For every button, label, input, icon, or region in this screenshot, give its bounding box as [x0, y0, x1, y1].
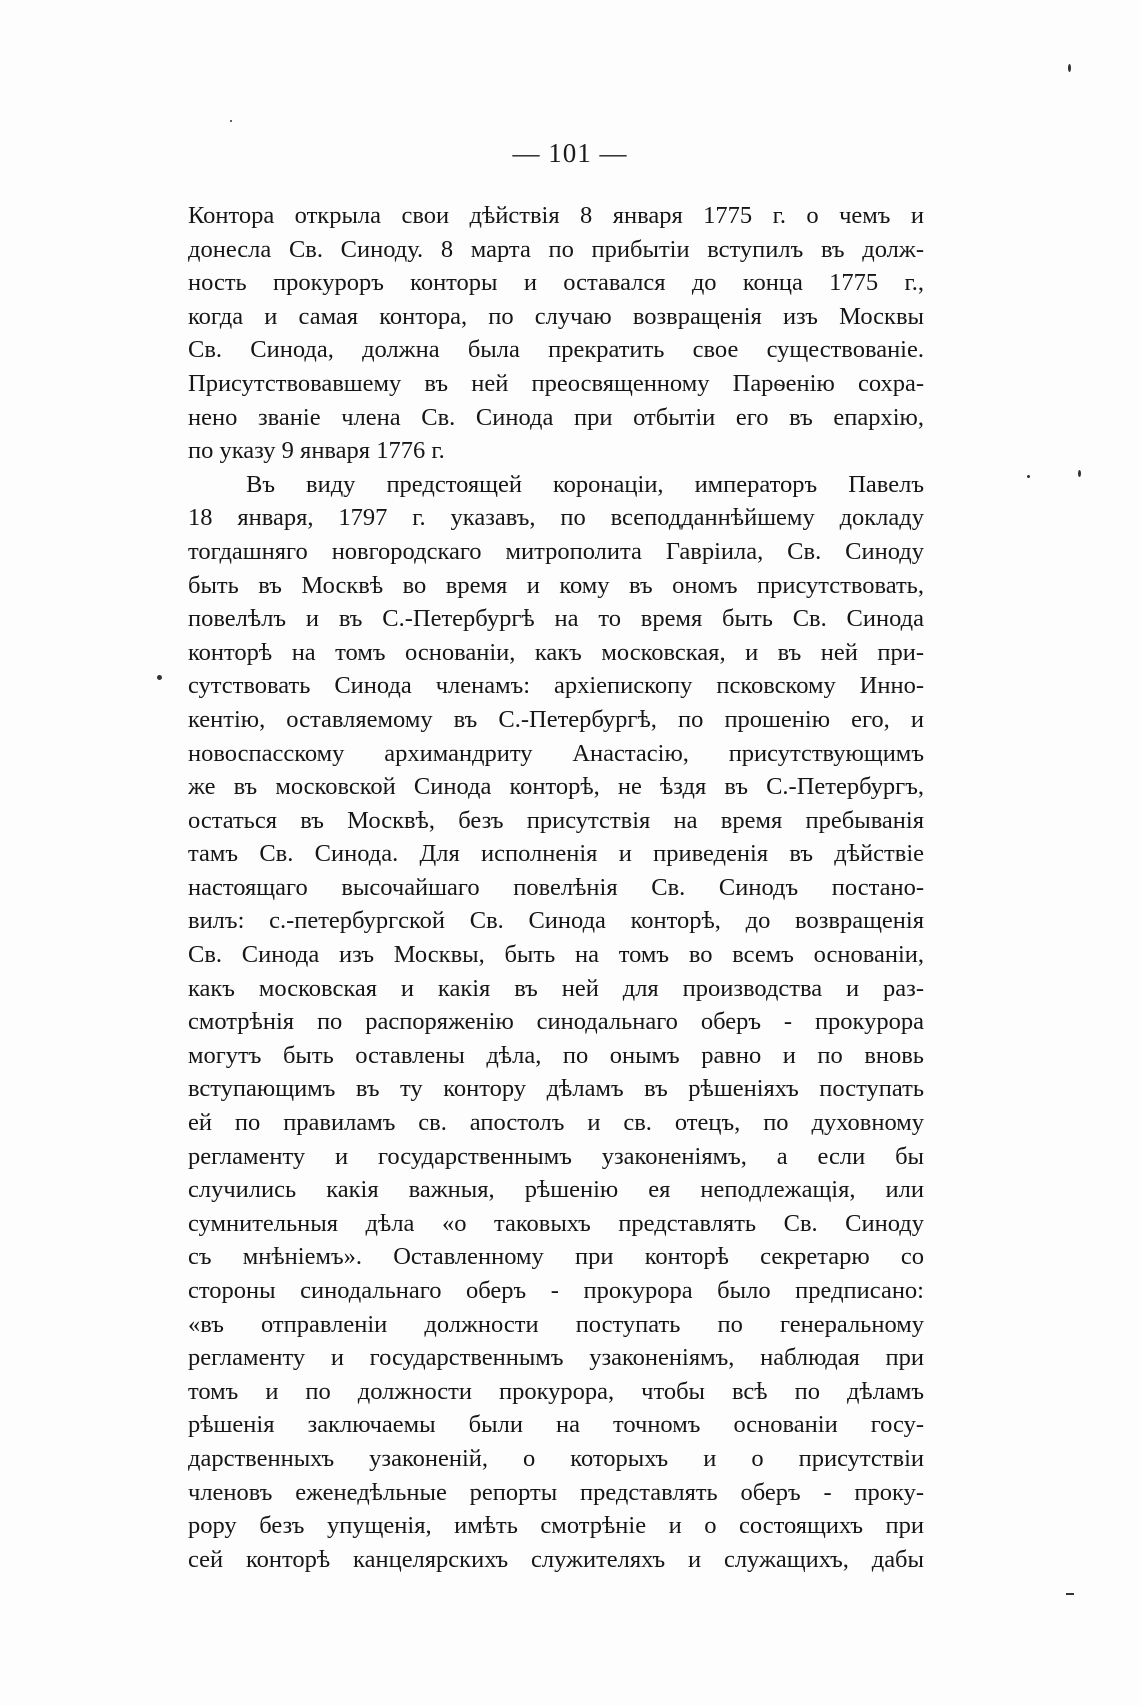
- text-line: вилъ: с.-петербургской Св. Синода конторѣ, до возвращенія: [188, 907, 924, 935]
- text-line: Присутствовавшему въ ней преосвященному Парѳенію сохра-: [188, 369, 924, 397]
- text-line: повелѣлъ и въ С.-Петербургѣ на то время быть Св. Синода: [188, 605, 924, 633]
- text-line: конторѣ на томъ основаніи, какъ московская, и въ ней при-: [188, 638, 924, 666]
- text-line: ей по правиламъ св. апостолъ и св. отецъ, по духовному: [188, 1109, 924, 1137]
- text-line: Контора открыла свои дѣйствія 8 января 1775 г. о чемъ и: [188, 202, 924, 229]
- scan-speck: [230, 120, 232, 122]
- text-line: когда и самая контора, по случаю возвращенія изъ Москвы: [188, 302, 924, 330]
- text-line: дарственныхъ узаконеній, о которыхъ и о присутствіи: [188, 1444, 924, 1472]
- scan-speck: [1078, 470, 1081, 477]
- scan-speck: [1068, 64, 1071, 72]
- text-line: Св. Синода изъ Москвы, быть на томъ во всемъ основаніи,: [188, 941, 924, 969]
- text-line: же въ московской Синода конторѣ, не ѣздя въ С.-Петербургъ,: [188, 773, 924, 801]
- text-line: томъ и по должности прокурора, чтобы всѣ по дѣламъ: [188, 1377, 924, 1405]
- text-line: кентію, оставляемому въ С.-Петербургѣ, по прошенію его, и: [188, 705, 924, 733]
- body-text: [188, 199, 924, 1576]
- text-line: ность прокуроръ конторы и оставался до конца 1775 г.,: [188, 269, 924, 297]
- page-number: — 101 —: [512, 138, 628, 168]
- text-line: остаться въ Москвѣ, безъ присутствія на время пребыванія: [188, 806, 924, 834]
- text-line: рѣшенія заключаемы были на точномъ основаніи госу-: [188, 1411, 924, 1439]
- text-line: донесла Св. Синоду. 8 марта по прибытіи вступилъ въ долж-: [188, 235, 924, 263]
- text-line: «въ отправленіи должности поступать по генеральному: [188, 1310, 924, 1338]
- text-line: рору безъ упущенія, имѣть смотрѣніе и о состоящихъ при: [188, 1512, 924, 1540]
- text-line: по указу 9 января 1776 г.: [188, 437, 445, 465]
- text-line: сутствовать Синода членамъ: архіепископу псковскому Инно-: [188, 672, 924, 700]
- text-line: съ мнѣніемъ». Оставленному при конторѣ секретарю со: [188, 1243, 924, 1271]
- text-line: случились какія важныя, рѣшенію ея неподлежащія, или: [188, 1176, 924, 1204]
- text-line: сей конторѣ канцелярскихъ служителяхъ и служащихъ, дабы: [188, 1545, 924, 1573]
- text-line: смотрѣнія по распоряженію синодальнаго оберъ - прокурора: [188, 1008, 924, 1036]
- text-line: нено званіе члена Св. Синода при отбытіи его въ епархію,: [188, 403, 924, 431]
- text-line: 18 января, 1797 г. указавъ, по всеподданнѣйшему докладу: [188, 504, 924, 532]
- text-line: членовъ еженедѣльные репорты представлять оберъ - проку-: [188, 1478, 924, 1506]
- text-line: тамъ Св. Синода. Для исполненія и приведенія въ дѣйствіе: [188, 840, 924, 868]
- text-line: тогдашняго новгородскаго митрополита Гавріила, Св. Синоду: [188, 537, 924, 565]
- text-line: регламенту и государственнымъ узаконеніямъ, а если бы: [188, 1142, 924, 1170]
- text-line: настоящаго высочайшаго повелѣнія Св. Синодъ постано-: [188, 873, 924, 901]
- text-line: быть въ Москвѣ во время и кому въ ономъ присутствовать,: [188, 571, 924, 599]
- scan-speck: [1066, 1593, 1074, 1595]
- text-line: какъ московская и какія въ ней для производства и раз-: [188, 974, 924, 1002]
- text-line: сумнительныя дѣла «о таковыхъ представлять Св. Синоду: [188, 1209, 924, 1237]
- scan-speck: [157, 675, 162, 680]
- text-line: могутъ быть оставлены дѣла, по онымъ равно и по вновь: [188, 1041, 924, 1069]
- text-line: регламенту и государственнымъ узаконеніямъ, наблюдая при: [188, 1344, 924, 1372]
- text-line: новоспасскому архимандриту Анастасію, присутствующимъ: [188, 739, 924, 767]
- text-line: Въ виду предстоящей коронаціи, императоръ Павелъ: [246, 470, 924, 498]
- text-line: Св. Синода, должна была прекратить свое существованіе.: [188, 336, 924, 364]
- text-line: вступающимъ въ ту контору дѣламъ въ рѣшеніяхъ поступать: [188, 1075, 924, 1103]
- text-line: стороны синодальнаго оберъ - прокурора было предписано:: [188, 1277, 924, 1304]
- scan-speck: [1027, 475, 1030, 478]
